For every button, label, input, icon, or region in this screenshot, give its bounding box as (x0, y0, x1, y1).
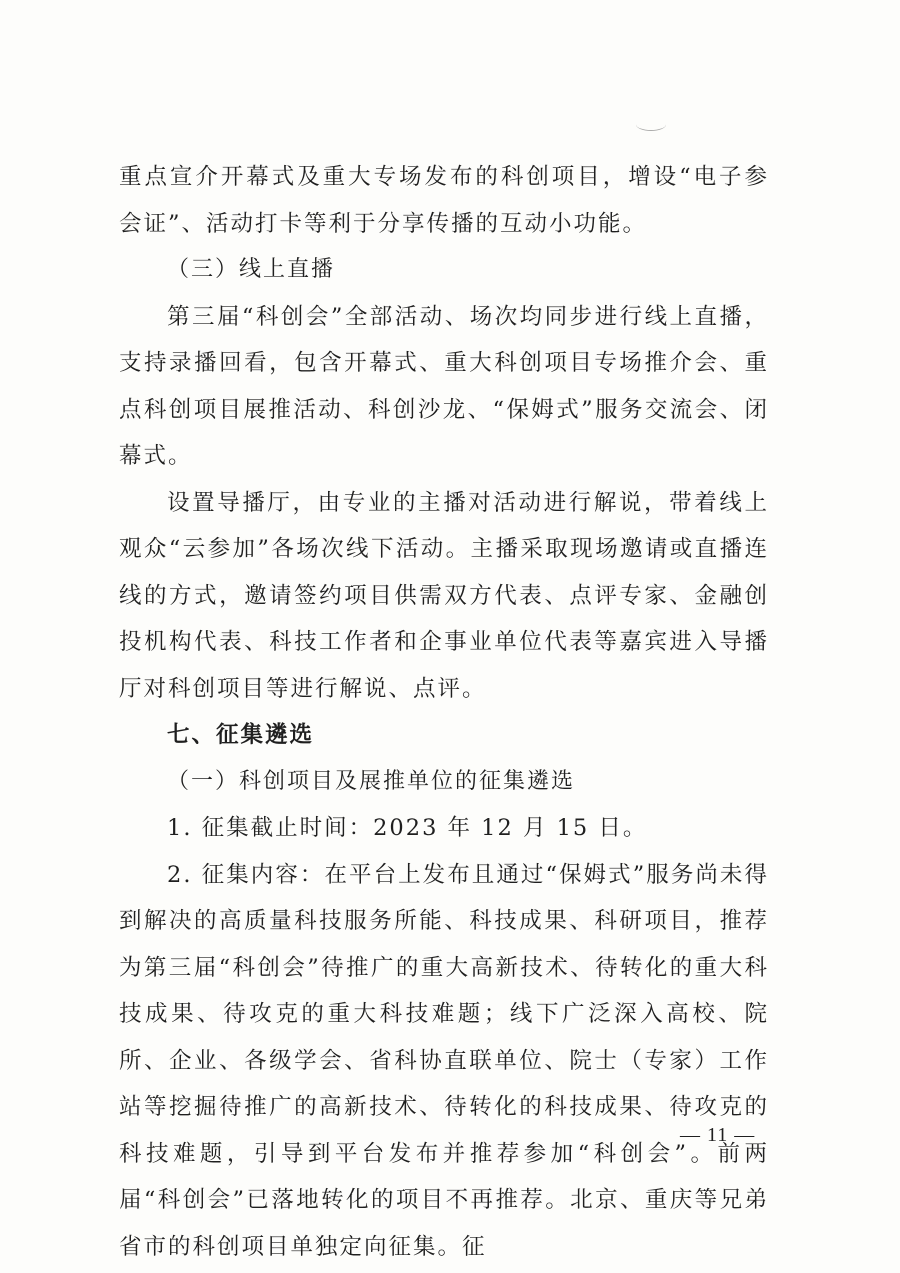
paragraph-collection-content: 2. 征集内容：在平台上发布且通过“保姆式”服务尚未得到解决的高质量科技服务所能、科技成果、科研项目，推荐为第三届“科创会”待推广的重大高新技术、待转化的重大科技成果、待攻克的重大科技难题；线下广泛深入高校、院所、企业、各级学会、省科协直联单位、院士（专家）工作站等挖掘待推广的高新技术、待转化的科技成果、待攻克的科技难题，引导到平台发布并推荐参加“科创会”。前两届“科创会”已落地转化的项目不再推荐。北京、重庆等兄弟省市的科创项目单独定向征集。征 (119, 861, 769, 1260)
paragraph-deadline: 1. 征集截止时间：2023 年 12 月 15 日。 (167, 815, 648, 841)
paragraph-broadcast-hall: 设置导播厅，由专业的主播对活动进行解说，带着线上观众“云参加”各场次线下活动。主播采取现场邀请或直播连线的方式，邀请签约项目供需双方代表、点评专家、金融创投机构代表、科技工作者和企事业单位代表等嘉宾进入导播厅对科创项目等进行解说、点评。 (119, 489, 769, 702)
document-body (119, 154, 769, 1270)
subheading-project-collection: （一）科创项目及展推单位的征集遴选 (167, 768, 576, 794)
paragraph-continuation: 重点宣介开幕式及重大专场发布的科创项目，增设“电子参会证”、活动打卡等利于分享传播的互动小功能。 (119, 164, 769, 237)
page-number: — 11 — (680, 1124, 756, 1146)
subheading-live-broadcast: （三）线上直播 (167, 257, 336, 282)
scan-mark (636, 118, 666, 131)
section-heading-collection: 七、征集遴选 (167, 722, 315, 748)
paragraph-live-broadcast: 第三届“科创会”全部活动、场次均同步进行线上直播，支持录播回看，包含开幕式、重大科创项目专场推介会、重点科创项目展推活动、科创沙龙、“保姆式”服务交流会、闭幕式。 (119, 303, 769, 469)
